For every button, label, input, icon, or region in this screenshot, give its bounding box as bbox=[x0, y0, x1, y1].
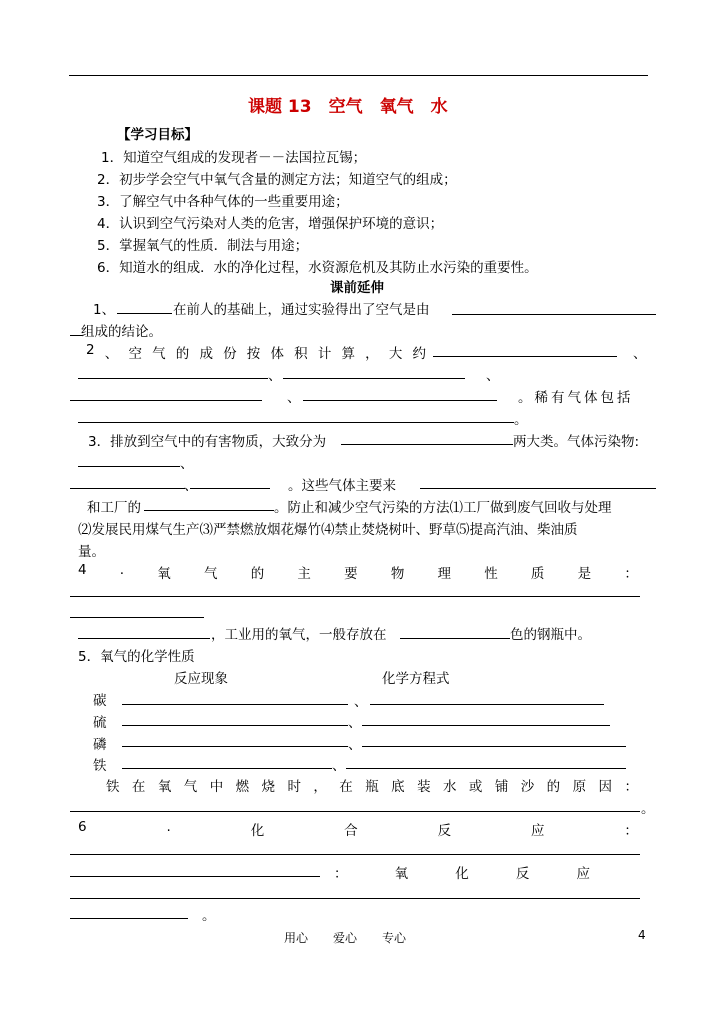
q3-text-e: 。防止和减少空气污染的方法⑴工厂做到废气回收与处理 bbox=[274, 500, 612, 516]
q2-comma: 、 bbox=[287, 390, 301, 406]
q3-text-c: 。这些气体主要来 bbox=[288, 478, 396, 494]
q2-comma: 、 bbox=[486, 368, 500, 384]
q2-rare-gas: 。稀有气体包括 bbox=[518, 390, 634, 406]
q4-blank-color[interactable] bbox=[400, 638, 510, 639]
q1-number: 1、 bbox=[93, 302, 116, 318]
goal-item: 3．了解空气中各种气体的一些重要用途； bbox=[97, 194, 349, 210]
q5-blank-equation[interactable] bbox=[362, 746, 626, 747]
goal-item: 1．知道空气组成的发现者－－法国拉瓦锡； bbox=[101, 150, 367, 166]
q6-blank-1[interactable] bbox=[70, 854, 640, 855]
q5-sep: 、 bbox=[348, 715, 362, 731]
q6-text: 6 . 化 合 反 应 ： bbox=[78, 819, 638, 839]
q5-col-equation: 化学方程式 bbox=[382, 671, 450, 687]
q6-blank-2[interactable] bbox=[70, 876, 320, 877]
q2-blank-rare-gas[interactable] bbox=[78, 422, 514, 423]
section-heading: 课前延伸 bbox=[330, 280, 384, 296]
q4-text-b: 色的钢瓶中。 bbox=[510, 627, 591, 643]
q5-row-label: 硫 bbox=[93, 715, 107, 731]
q5-row-label: 碳 bbox=[93, 693, 107, 709]
q5-row-label: 磷 bbox=[93, 737, 107, 753]
page-number: 4 bbox=[638, 928, 646, 942]
q4-blank-2[interactable] bbox=[70, 617, 204, 618]
q3-text-b: 两大类。气体污染物: bbox=[513, 434, 640, 450]
q5-blank-phenomenon[interactable] bbox=[122, 704, 348, 705]
goal-item: 6．知道水的组成．水的净化过程，水资源危机及其防止水污染的重要性。 bbox=[97, 260, 538, 276]
q5-blank-phenomenon[interactable] bbox=[122, 746, 348, 747]
q5-blank-equation[interactable] bbox=[370, 704, 604, 705]
q5-iron-text: 铁 在 氧 气 中 燃 烧 时 ， 在 瓶 底 装 水 或 铺 沙 的 原 因 ： bbox=[106, 779, 638, 795]
q6-period: 。 bbox=[202, 908, 216, 924]
footer-motto: 专心 bbox=[382, 931, 407, 945]
q1-tail: 组成的结论。 bbox=[81, 324, 162, 340]
q3-blank-factory[interactable] bbox=[144, 510, 274, 511]
footer-motto: 爱心 bbox=[333, 931, 358, 945]
q4-text-a: ，工业用的氧气，一般存放在 bbox=[211, 627, 387, 643]
goals-heading: 【学习目标】 bbox=[117, 127, 198, 143]
q4-blank-3[interactable] bbox=[78, 638, 210, 639]
q5-sep: 、 bbox=[348, 737, 362, 753]
q6-blank-3[interactable] bbox=[70, 898, 640, 899]
q5-col-phenomenon: 反应现象 bbox=[174, 671, 228, 687]
q5-blank-equation[interactable] bbox=[362, 725, 610, 726]
q6-blank-4[interactable] bbox=[70, 918, 188, 919]
goal-item: 5．掌握氧气的性质．制法与用途； bbox=[97, 238, 309, 254]
q2-blank-2[interactable] bbox=[78, 378, 268, 379]
q1-blank-discoverer[interactable] bbox=[117, 313, 172, 314]
header-rule bbox=[69, 75, 648, 76]
q4-text: 4 . 氧 气 的 主 要 物 理 性 质 是 ： bbox=[78, 562, 638, 582]
q1-blank-composition[interactable] bbox=[452, 314, 656, 315]
q5-period: 。 bbox=[641, 801, 655, 817]
q2-blank-1[interactable] bbox=[433, 356, 617, 357]
q2-comma: 、 bbox=[268, 368, 282, 384]
q3-text-a: 3．排放到空气中的有害物质，大致分为 bbox=[88, 434, 327, 450]
q2-text: 2 、 空 气 的 成 份 按 体 积 计 算 ， 大 约 bbox=[86, 342, 426, 362]
page-title: 课题 13 空气 氧气 水 bbox=[248, 97, 448, 117]
q5-blank-phenomenon[interactable] bbox=[122, 768, 332, 769]
q5-sep: 、 bbox=[332, 758, 346, 774]
q4-blank-1[interactable] bbox=[70, 596, 640, 597]
q5-blank-phenomenon[interactable] bbox=[122, 725, 348, 726]
q6-text-2: ： 氧 化 反 应 bbox=[334, 866, 590, 882]
q3-text-f: ⑵发展民用煤气生产⑶严禁燃放烟花爆竹⑷禁止焚烧树叶、野草⑸提高汽油、柴油质 bbox=[78, 522, 578, 538]
q5-sep: 、 bbox=[354, 694, 368, 710]
q2-blank-3[interactable] bbox=[283, 378, 465, 379]
q3-blank-gas-2[interactable] bbox=[70, 488, 185, 489]
q5-blank-iron-reason[interactable] bbox=[70, 811, 640, 812]
q3-blank-gas-1[interactable] bbox=[78, 466, 180, 467]
q3-blank-categories[interactable] bbox=[341, 444, 513, 445]
q3-text-d: 和工厂的 bbox=[87, 500, 141, 516]
q5-blank-equation[interactable] bbox=[346, 768, 626, 769]
q3-comma: 、 bbox=[184, 478, 198, 494]
q5-heading: 5．氧气的化学性质 bbox=[78, 649, 195, 665]
q2-blank-4[interactable] bbox=[70, 400, 262, 401]
q2-blank-5[interactable] bbox=[303, 400, 497, 401]
q3-blank-source[interactable] bbox=[420, 488, 656, 489]
q2-comma: 、 bbox=[633, 346, 647, 362]
q2-period: 。 bbox=[514, 412, 528, 428]
q3-comma: 、 bbox=[180, 456, 194, 472]
q1-text: 在前人的基础上，通过实验得出了空气是由 bbox=[173, 302, 430, 318]
q3-blank-gas-3[interactable] bbox=[190, 488, 270, 489]
q3-text-g: 量。 bbox=[78, 544, 105, 560]
q5-row-label: 铁 bbox=[93, 758, 107, 774]
goal-item: 2．初步学会空气中氧气含量的测定方法；知道空气的组成； bbox=[97, 172, 457, 188]
goal-item: 4．认识到空气污染对人类的危害，增强保护环境的意识； bbox=[97, 216, 444, 232]
footer-motto: 用心 bbox=[284, 931, 309, 945]
